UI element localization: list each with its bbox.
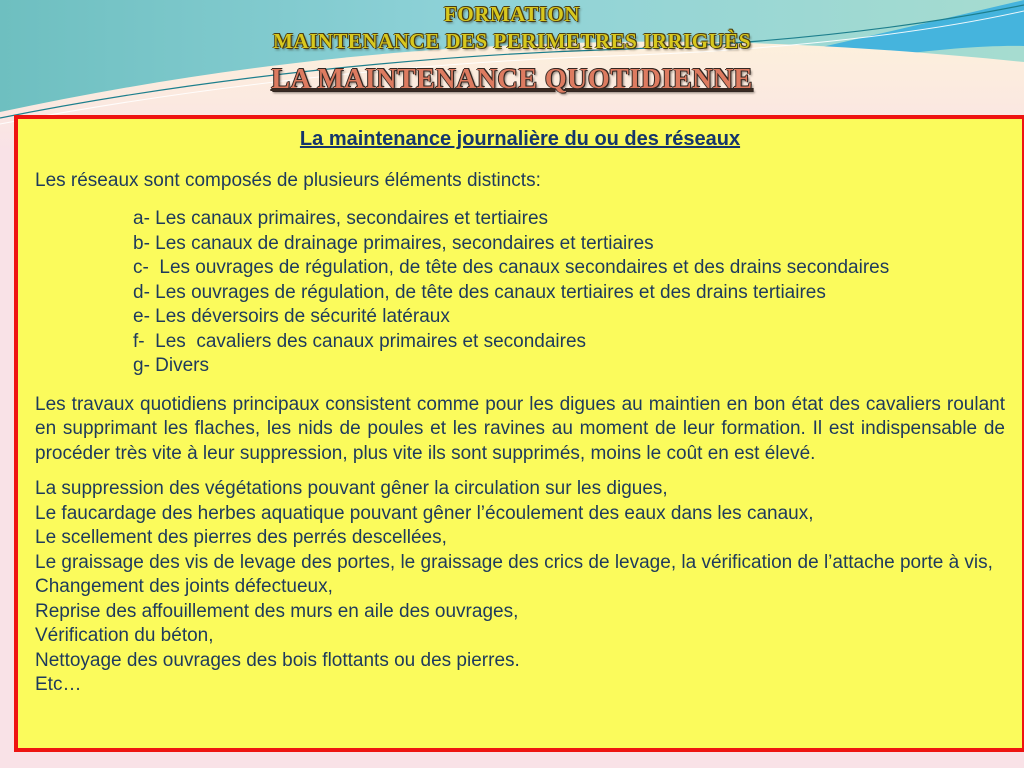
list-item: e- Les déversoirs de sécurité latéraux [133,306,450,327]
intro-text: Les réseaux sont composés de plusieurs éléments distincts: [35,170,541,191]
slide-title: La maintenance journalière du ou des réseaux [299,128,741,150]
task-item: Le graissage des vis de levage des portes, le graissage des crics de levage, la vérification de l’attache porte à vis, [35,551,993,573]
content-box [14,115,1024,752]
daily-tasks-list [28,477,1012,698]
list-item: a- Les canaux primaires, secondaires et tertiaires [133,208,549,229]
list-item: f- Les cavaliers des canaux primaires et secondaires [133,330,587,352]
task-item: Le scellement des pierres des perrés descellées, [35,527,447,548]
list-item: g- Divers [133,355,210,376]
list-item: b- Les canaux de drainage primaires, secondaires et tertiaires [133,232,654,254]
task-item: Le faucardage des herbes aquatique pouvant gêner l’écoulement des eaux dans les canaux, [35,502,814,524]
header-subtitle: LA MAINTENANCE QUOTIDIENNE [271,64,753,95]
main-paragraph: Les travaux quotidiens principaux consistent comme pour les digues au maintien en bon état des cavaliers roulant en supprimant les flaches, les nids de poules et les ravines au moment de leur formation. Il est indispensable de procéder très vite à leur suppression, plus vite ils sont supprimés, moins le coût en est élevé. [35,393,1005,464]
task-item: Vérification du béton, [35,625,214,646]
list-item: c- Les ouvrages de régulation, de tête des canaux secondaires et des drains secondaires [133,257,890,278]
task-item: Nettoyage des ouvrages des bois flottants ou des pierres. [35,649,520,671]
network-elements-list [133,207,1012,379]
task-item: Changement des joints défectueux, [35,576,333,597]
list-item: d- Les ouvrages de régulation, de tête des canaux tertiaires et des drains tertiaires [133,281,826,303]
task-item: Reprise des affouillement des murs en aile des ouvrages, [35,600,519,622]
header-title-line2: MAINTENANCE DES PERIMETRES IRRIGUÈS [273,29,751,53]
task-item: La suppression des végétations pouvant gêner la circulation sur les digues, [35,478,668,499]
header-title-line1: FORMATION [444,2,580,26]
task-item: Etc… [35,674,82,695]
